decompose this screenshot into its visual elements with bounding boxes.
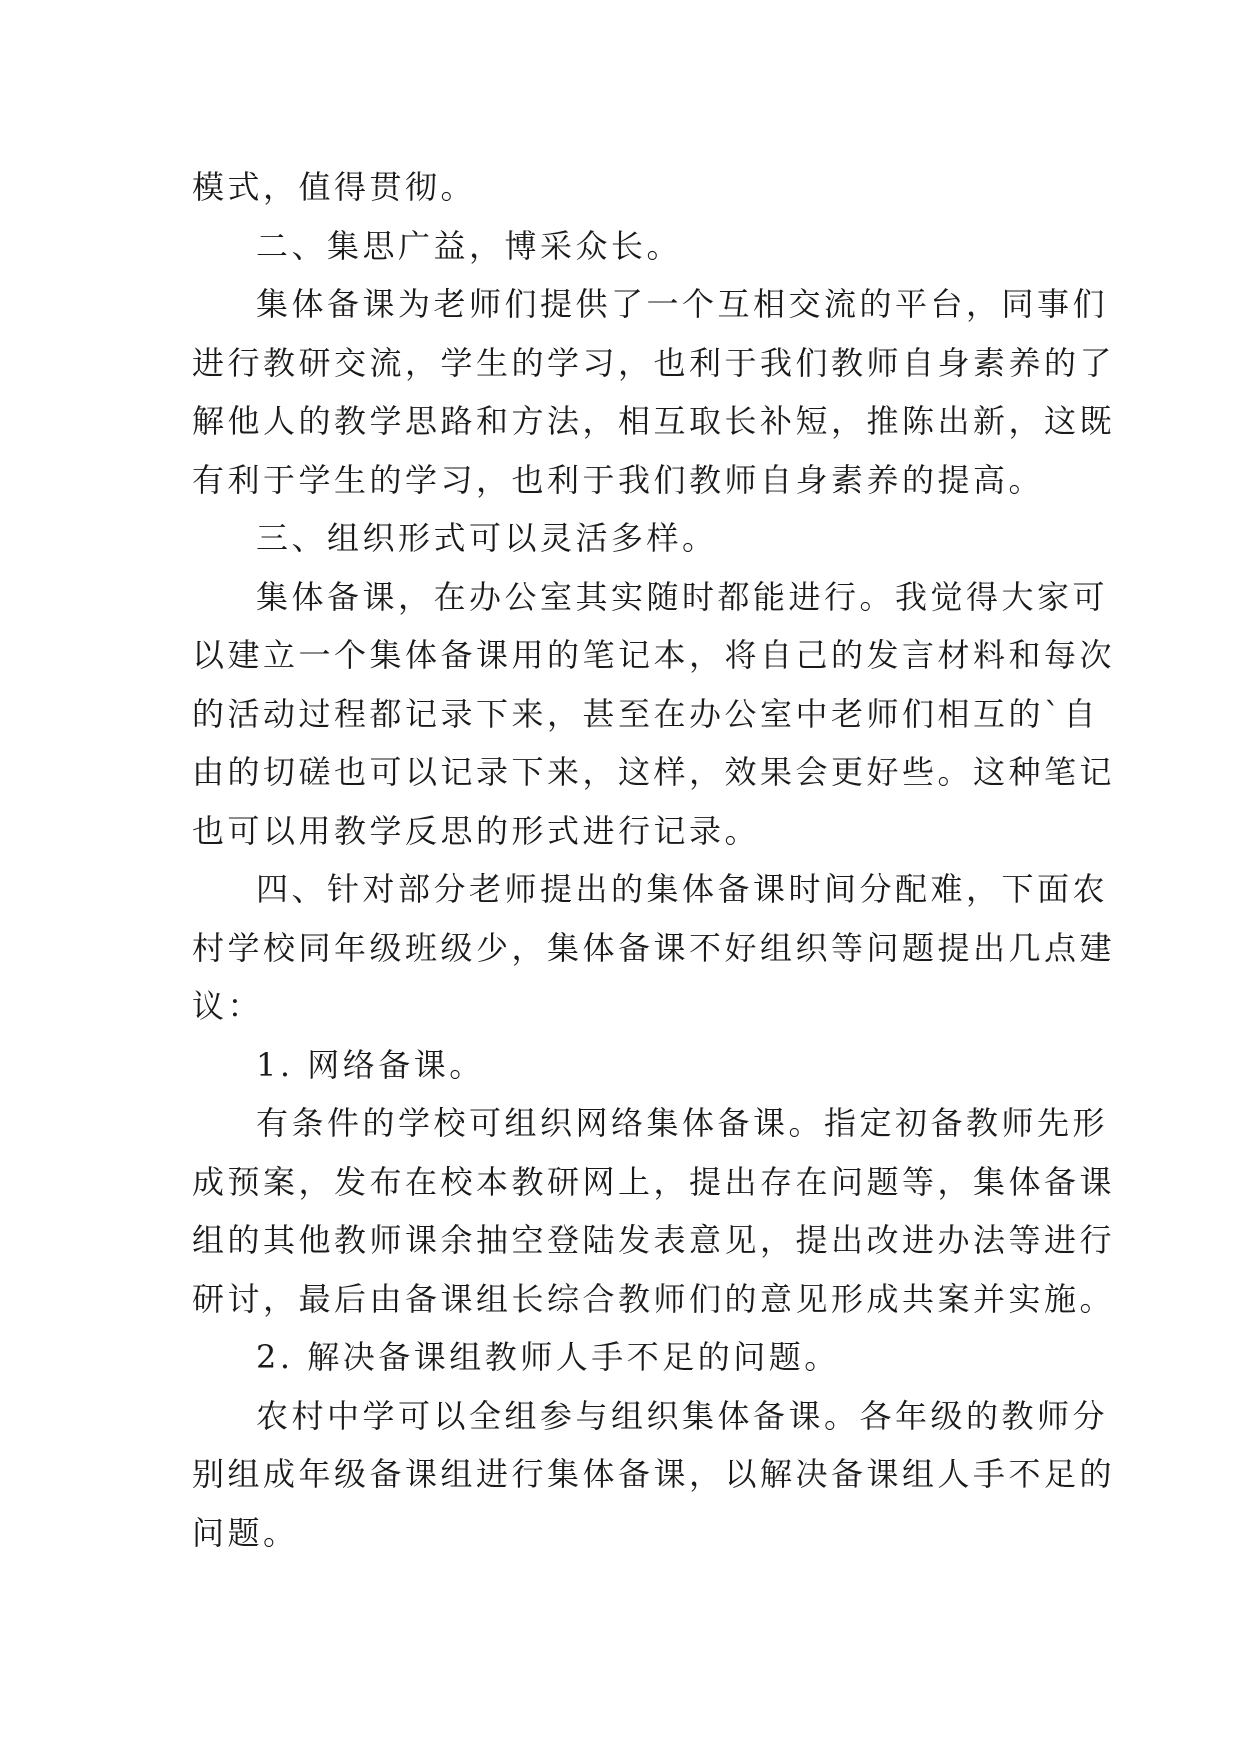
text-line: 的活动过程都记录下来，甚至在办公室中老师们相互的`自: [192, 694, 1100, 733]
text-line: 成预案，发布在校本教研网上，提出存在问题等，集体备课: [192, 1162, 1116, 1201]
section-heading-4: 四、针对部分老师提出的集体备课时间分配难，下面农: [256, 870, 1109, 908]
text-line: 集体备课，在办公室其实随时都能进行。我觉得大家可: [256, 577, 1109, 616]
text-line: 农村中学可以全组参与组织集体备课。各年级的教师分: [256, 1396, 1109, 1435]
text-line: 组的其他教师课余抽空登陆发表意见，提出改进办法等进行: [192, 1221, 1116, 1259]
text-line: 由的切磋也可以记录下来，这样，效果会更好些。这种笔记: [192, 753, 1116, 791]
text-line: 议：: [192, 987, 264, 1025]
text-line: 村学校同年级班级少，集体备课不好组织等问题提出几点建: [192, 928, 1116, 967]
text-line: 模式，值得贯彻。: [192, 168, 477, 206]
text-line: 解他人的教学思路和方法，相互取长补短，推陈出新，这既: [192, 402, 1116, 440]
list-item-heading-2: 2. 解决备课组教师人手不足的问题。: [256, 1338, 840, 1376]
text-line: 集体备课为老师们提供了一个互相交流的平台，同事们: [256, 285, 1109, 323]
text-line: 也可以用教学反思的形式进行记录。: [192, 811, 761, 850]
section-heading-3: 三、组织形式可以灵活多样。: [256, 519, 718, 557]
text-line: 别组成年级备课组进行集体备课，以解决备课组人手不足的: [192, 1455, 1116, 1493]
section-heading-2: 二、集思广益，博采众长。: [256, 226, 683, 265]
text-line: 问题。: [192, 1513, 299, 1552]
list-item-heading-1: 1. 网络备课。: [256, 1045, 485, 1084]
text-line: 研讨，最后由备课组长综合教师们的意见形成共案并实施。: [192, 1279, 1116, 1318]
text-line: 进行教研交流，学生的学习，也利于我们教师自身素养的了: [192, 343, 1116, 382]
text-line: 以建立一个集体备课用的笔记本，将自己的发言材料和每次: [192, 636, 1116, 674]
document-page: [192, 158, 1116, 1562]
text-line: 有利于学生的学习，也利于我们教师自身素养的提高。: [192, 460, 1045, 499]
text-line: 有条件的学校可组织网络集体备课。指定初备教师先形: [256, 1104, 1109, 1142]
